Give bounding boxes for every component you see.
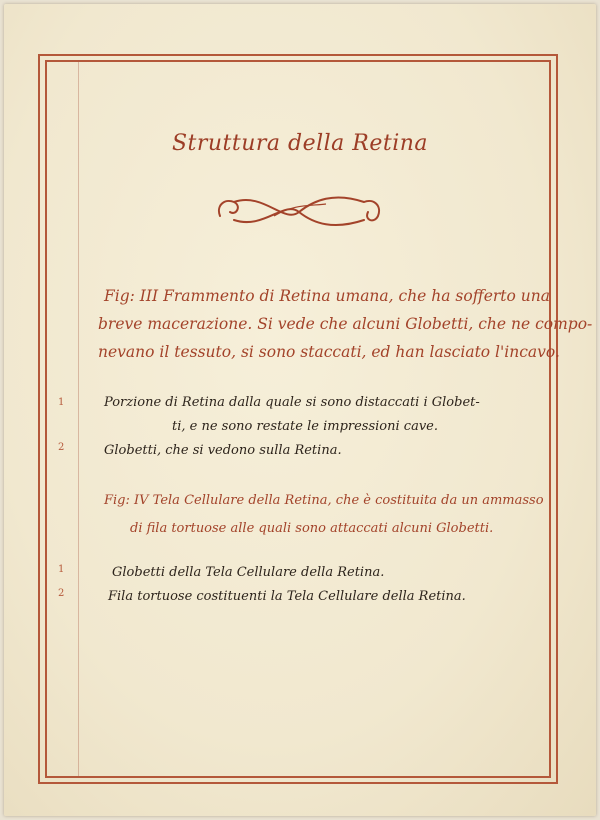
legend-text: Fila tortuose costituenti la Tela Cellulare della Retina. xyxy=(108,589,466,604)
legend-number: 1 xyxy=(58,564,65,575)
page-title: Struttura della Retina xyxy=(171,131,429,156)
legend-text: Globetti, che si vedono sulla Retina. xyxy=(104,443,342,458)
legend-text: ti, e ne sono restate le impressioni cave. xyxy=(172,419,438,434)
ornamental-flourish xyxy=(214,190,384,234)
fig3-line: nevano il tessuto, si sono staccati, ed han lasciato l'incavo. xyxy=(98,343,560,361)
legend-text: Globetti della Tela Cellulare della Retina. xyxy=(112,565,385,580)
fig3-line: Fig: III Frammento di Retina umana, che ha sofferto una xyxy=(104,287,550,305)
manuscript-page xyxy=(4,4,596,816)
fig3-line: breve macerazione. Si vede che alcuni Globetti, che ne compo- xyxy=(98,315,593,333)
legend-text: Porzione di Retina dalla quale si sono distaccati i Globet- xyxy=(104,395,480,410)
legend-number: 2 xyxy=(58,588,65,599)
fig4-line: di fila tortuose alle quali sono attaccati alcuni Globetti. xyxy=(130,521,494,536)
fig4-line: Fig: IV Tela Cellulare della Retina, che è costituita da un ammasso xyxy=(104,493,544,508)
legend-number: 2 xyxy=(58,442,65,453)
legend-number: 1 xyxy=(58,397,65,408)
